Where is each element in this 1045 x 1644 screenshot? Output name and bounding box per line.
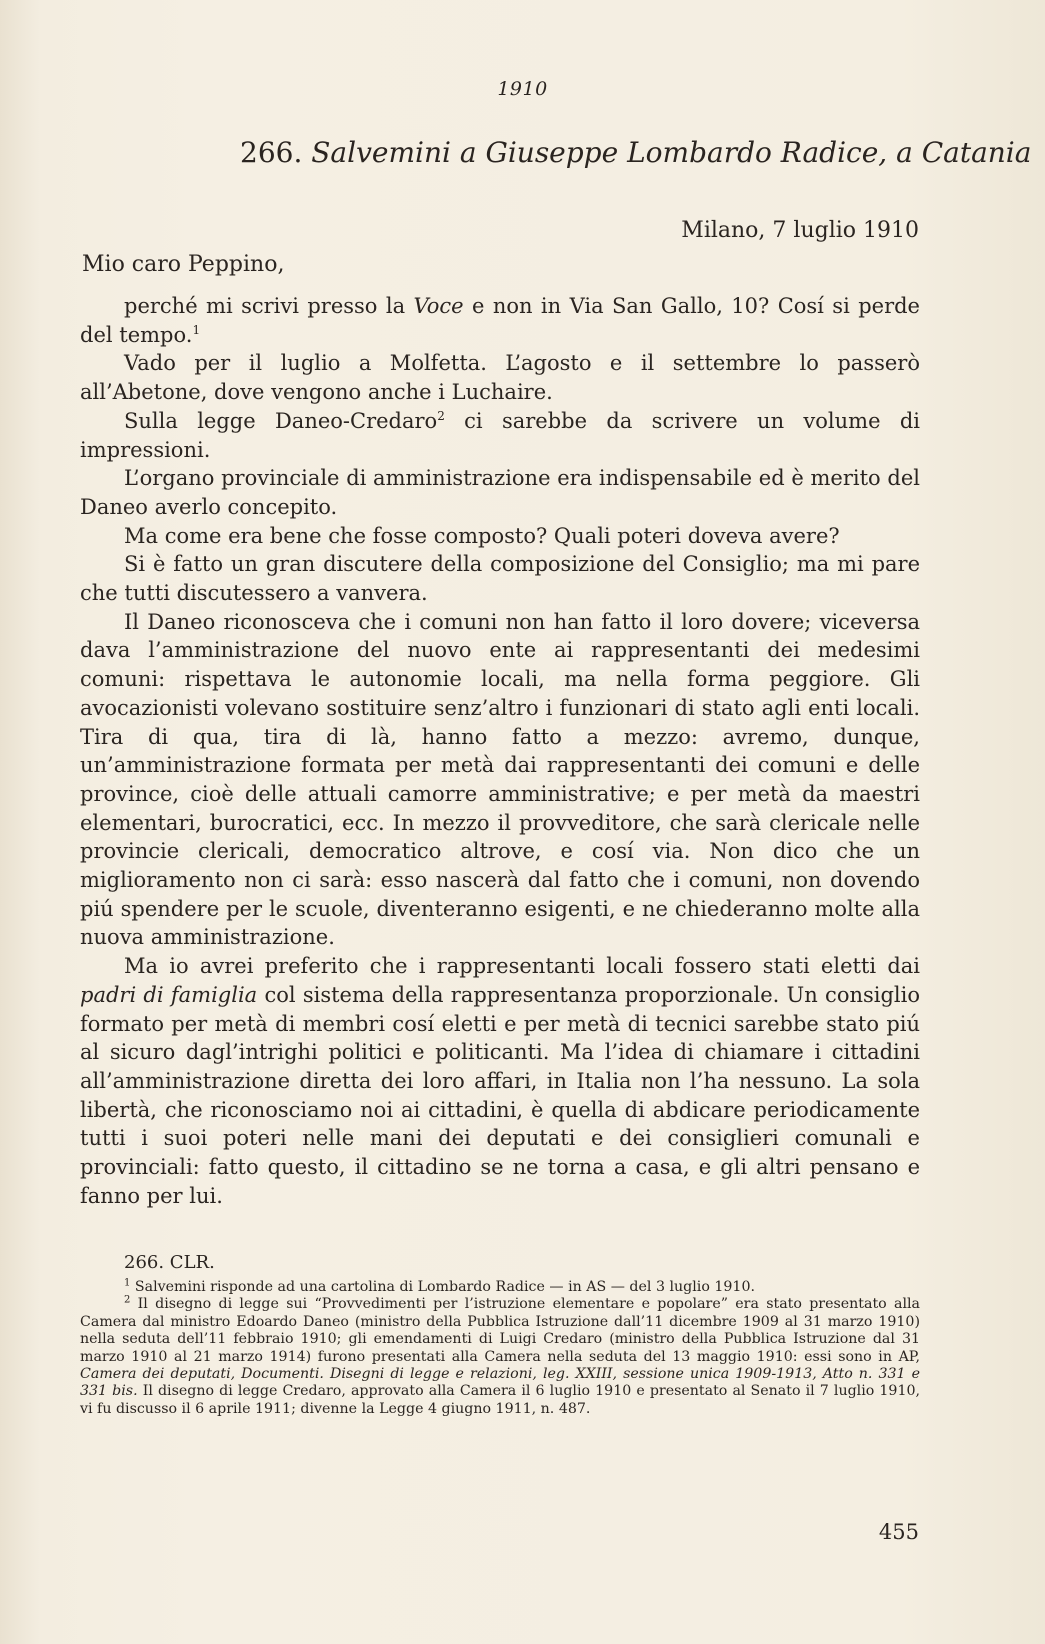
emphasis-text: padri di famiglia <box>80 982 258 1007</box>
paragraph-8: Ma io avrei preferito che i rappresentanti locali fossero stati eletti dai padri di famiglia col sistema della rappresentanza proporzionale. Un consiglio formato per metà di membri cosí eletti e per metà di tecnici sarebbe stato piú al sicuro dagl’intrighi politici e politicanti. Ma l’idea di chiamare i cittadini all’amministrazione diretta dei loro affari, in Italia non l’ha nessuno. La sola libertà, che riconosciamo noi ai cittadini, è quella di abdicare periodicamente tutti i suoi poteri nelle mani dei deputati e dei consiglieri comunali e provinciali: fatto questo, il cittadino se ne torna a casa, e gli altri pensano e fanno per lui. <box>80 954 920 1208</box>
footnote-number: 1 <box>124 1277 131 1289</box>
notes-section <box>80 1252 920 1418</box>
footnote-1: $^1$ Salvemini risponde ad una cartolina di Lombardo Radice — in AS — del 3 luglio 1910. <box>124 1277 755 1295</box>
paragraph-4: L’organo provinciale di amministrazione era indispensabile ed è merito del Daneo averlo concepito. <box>80 466 920 519</box>
footnote-number: 2 <box>124 1294 131 1306</box>
salutation: Mio caro Peppino, <box>82 252 285 277</box>
journal-title: Voce <box>413 294 464 318</box>
footnote-2: $^2$ Il disegno di legge sui “Provvedimenti per l’istruzione elementare e popolare” era stato presentato alla Camera dal ministro Edoardo Daneo (ministro della Pubblica Istruzione dall’11 dicembre 1909 al 31 marzo 1910) nella seduta dell’11 febbraio 1910; gli emendamenti di Luigi Credaro (ministro della Pubblica Istruzione dal 31 marzo 1910 al 21 marzo 1914) furono presentati alla Camera nella seduta del 13 maggio 1910: essi sono in AP, Camera dei deputati, Documenti. Disegni di legge e relazioni, leg. XXIII, sessione unica 1909-1913, Atto n. 331 e 331 bis. Il disegno di legge Credaro, approvato alla Camera il 6 luglio 1910 e presentato al Senato il 7 luglio 1910, vi fu discusso il 6 aprile 1911; divenne la Legge 4 giugno 1911, n. 487. <box>80 1294 921 1417</box>
paragraph-5: Ma come era bene che fosse composto? Quali poteri doveva avere? <box>124 523 840 548</box>
footnote-ref-1: 1 <box>192 322 201 337</box>
paragraph-3: Sulla legge Daneo-Credaro$^2$ ci sarebbe da scrivere un volume di impressioni. <box>80 408 920 462</box>
letter-body <box>80 292 920 1211</box>
paragraph-7: Il Daneo riconosceva che i comuni non han fatto il loro dovere; viceversa dava l’amministrazione del nuovo ente ai rappresentanti dei medesimi comuni: rispettava le autonomie locali, ma nella forma peggiore. Gli avocazionisti volevano sostituire senz’altro i funzionari di stato agli enti locali. Tira di qua, tira di là, hanno fatto a mezzo: avremo, dunque, un’amministrazione formata per metà dai rappresentanti dei comuni e delle province, cioè delle attuali camorre amministrative; e per metà da maestri elementari, burocratici, ecc. In mezzo il provveditore, che sarà clericale nelle provincie clericali, democratico altrove, e cosí via. Non dico che un miglioramento non ci sarà: esso nascerà dal fatto che i comuni, non dovendo piú spendere per le scuole, diventeranno esigenti, e ne chiederanno molte alla nuova amministrazione. <box>80 609 920 950</box>
paragraph-2: Vado per il luglio a Molfetta. L’agosto e il settembre lo passerò all’Abetone, dove vengono anche i Luchaire. <box>80 351 920 405</box>
page-number: 455 <box>878 1520 919 1544</box>
letter-heading: Salvemini a Giuseppe Lombardo Radice, a Catania <box>311 136 1032 169</box>
running-head: 1910 <box>497 78 548 100</box>
dateline: Milano, 7 luglio 1910 <box>681 218 919 243</box>
footnote-ref-2: 2 <box>437 408 445 423</box>
letter-title <box>240 136 1031 169</box>
source-note: 266. CLR. <box>124 1252 215 1273</box>
paragraph-6: Si è fatto un gran discutere della composizione del Consiglio; ma mi pare che tutti discutessero a vanvera. <box>80 552 920 606</box>
paragraph-1: perché mi scrivi presso la Voce e non in Via San Gallo, 10? Cosí si perde del tempo.$^1$ <box>80 294 920 347</box>
letter-number: 266. <box>240 136 303 169</box>
